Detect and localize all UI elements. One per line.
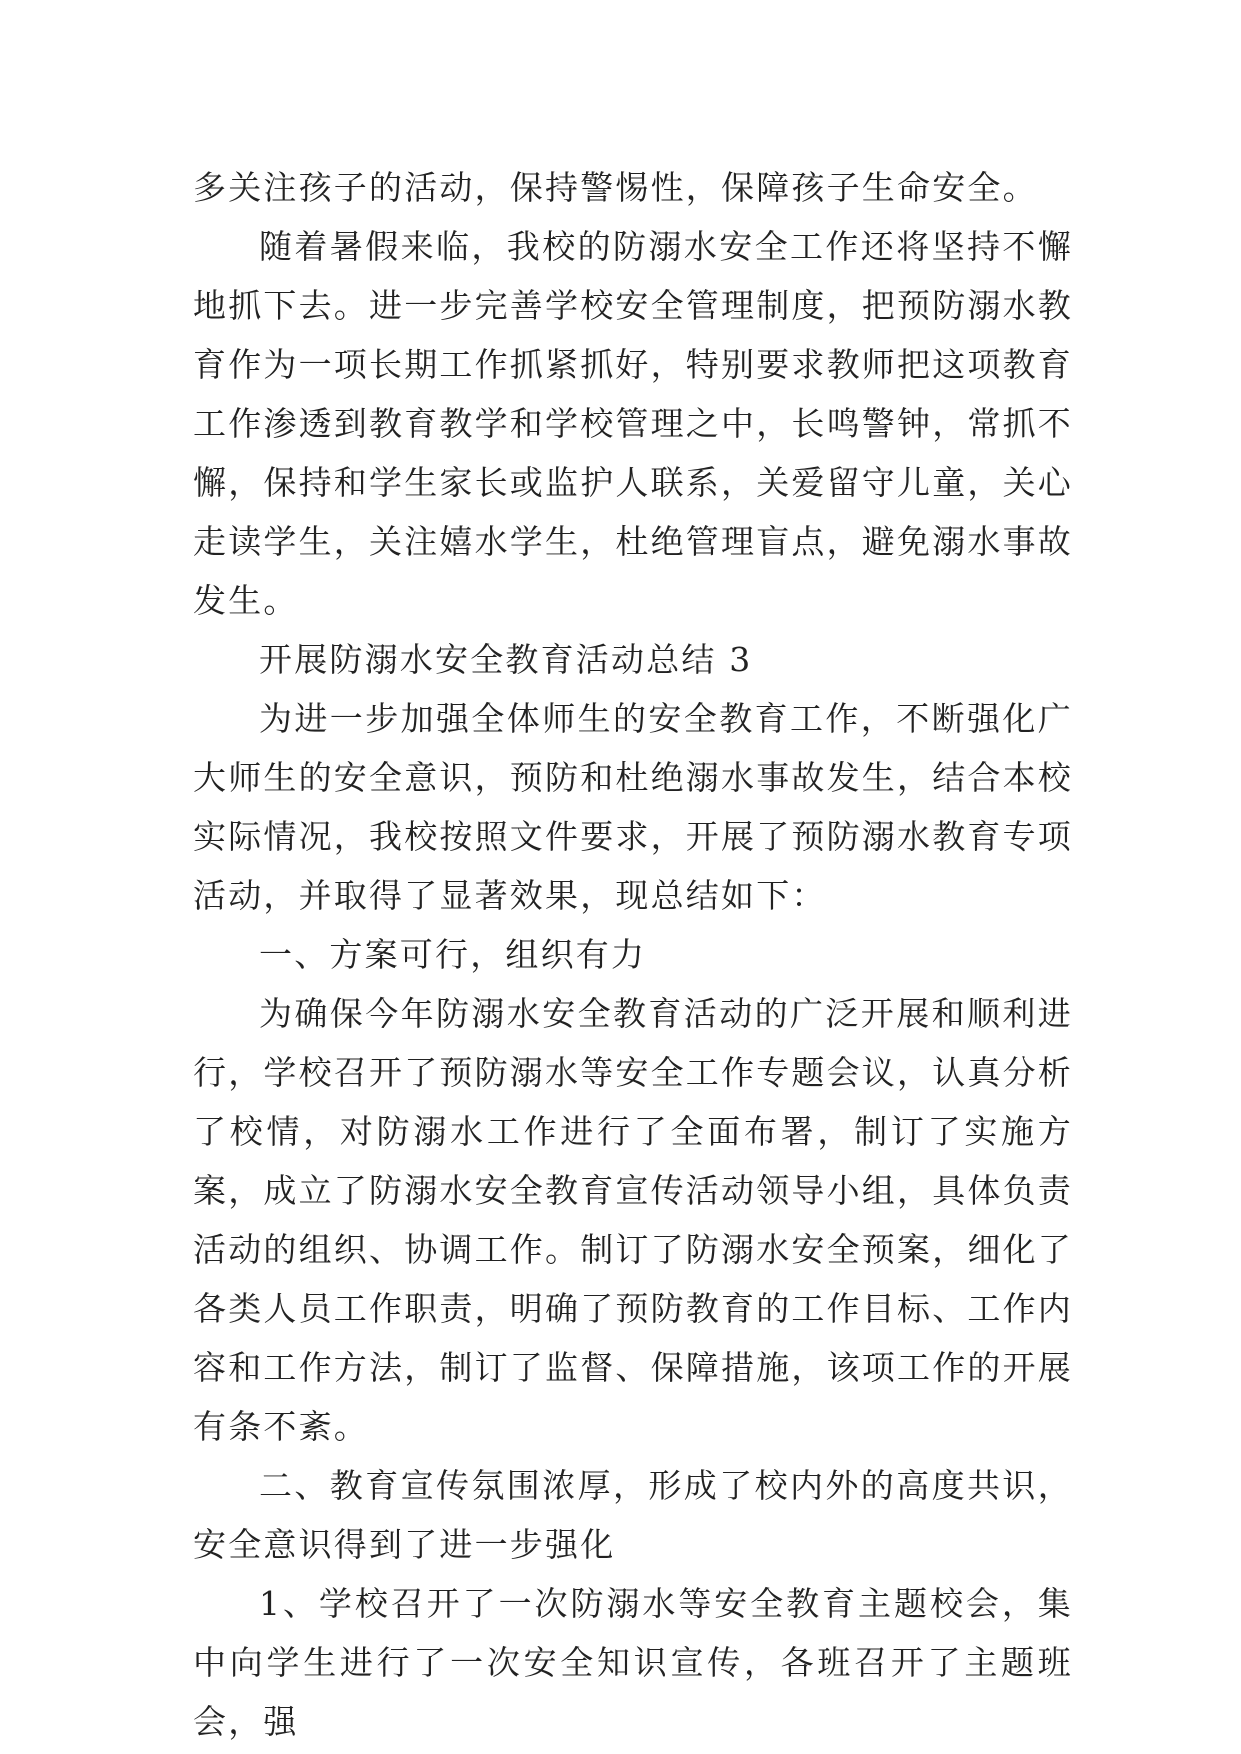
paragraph-1: 多关注孩子的活动，保持警惕性，保障孩子生命安全。 <box>193 168 1038 207</box>
paragraph-5: 1、学校召开了一次防溺水等安全教育主题校会，集中向学生进行了一次安全知识宣传，各班召开了主题班会，强 <box>193 1584 1073 1741</box>
paragraph-4: 为确保今年防溺水安全教育活动的广泛开展和顺利进行，学校召开了预防溺水等安全工作专题会议，认真分析了校情，对防溺水工作进行了全面布署，制订了实施方案，成立了防溺水安全教育宣传活动领导小组，具体负责活动的组织、协调工作。制订了防溺水安全预案，细化了各类人员工作职责，明确了预防教育的工作目标、工作内容和工作方法，制订了监督、保障措施，该项工作的开展有条不紊。 <box>193 994 1073 1446</box>
section-title: 开展防溺水安全教育活动总结 3 <box>259 640 753 679</box>
heading-1: 一、方案可行，组织有力 <box>259 935 647 974</box>
document-body <box>193 158 1073 1751</box>
paragraph-2: 随着暑假来临，我校的防溺水安全工作还将坚持不懈地抓下去。进一步完善学校安全管理制度，把预防溺水教育作为一项长期工作抓紧抓好，特别要求教师把这项教育工作渗透到教育教学和学校管理之中，长鸣警钟，常抓不懈，保持和学生家长或监护人联系，关爱留守儿童，关心走读学生，关注嬉水学生，杜绝管理盲点，避免溺水事故发生。 <box>193 227 1073 620</box>
paragraph-3: 为进一步加强全体师生的安全教育工作，不断强化广大师生的安全意识，预防和杜绝溺水事故发生，结合本校实际情况，我校按照文件要求，开展了预防溺水教育专项活动，并取得了显著效果，现总结如下： <box>193 699 1073 915</box>
heading-2: 二、教育宣传氛围浓厚，形成了校内外的高度共识，安全意识得到了进一步强化 <box>193 1466 1073 1564</box>
